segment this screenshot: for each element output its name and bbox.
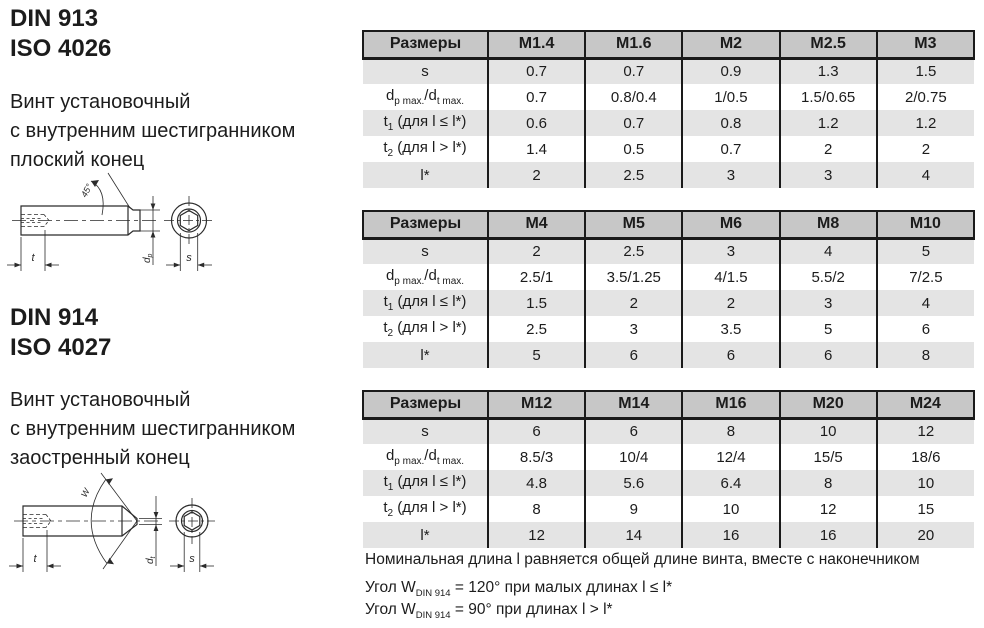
value-cell: 5 xyxy=(877,238,974,264)
table-row xyxy=(363,522,974,548)
size-column-header: M1.4 xyxy=(488,31,585,58)
value-cell: 1.4 xyxy=(488,136,585,162)
value-cell: 2 xyxy=(585,290,682,316)
size-column-header: M1.6 xyxy=(585,31,682,58)
size-column-header: M14 xyxy=(585,391,682,418)
value-cell: 5.5/2 xyxy=(780,264,877,290)
value-cell: 8.5/3 xyxy=(488,444,585,470)
description-din914 xyxy=(10,386,295,473)
value-cell: 2 xyxy=(488,162,585,188)
table-row xyxy=(363,84,974,110)
row-label: $t_1$ (для l ≤ l*) xyxy=(383,473,467,493)
size-column-header: M5 xyxy=(585,211,682,238)
value-cell: 2.5 xyxy=(585,238,682,264)
table-row xyxy=(363,136,974,162)
row-label: l* xyxy=(420,166,430,184)
size-column-header: M4 xyxy=(488,211,585,238)
value-cell: 4.8 xyxy=(488,470,585,496)
nominal-length-note: Номинальная длина l равняется общей длине винта, вместе с наконечником xyxy=(365,551,920,568)
value-cell: 10/4 xyxy=(585,444,682,470)
description-line: заостренный конец xyxy=(10,447,190,469)
table-row xyxy=(363,444,974,470)
value-cell: 18/6 xyxy=(877,444,974,470)
value-cell: 12 xyxy=(780,496,877,522)
row-label-header: Размеры xyxy=(363,211,488,238)
size-column-header: M16 xyxy=(682,391,779,418)
value-cell: 6 xyxy=(585,342,682,368)
value-cell: 3 xyxy=(780,290,877,316)
row-label: $t_1$ (для l ≤ l*) xyxy=(383,113,467,133)
value-cell: 20 xyxy=(877,522,974,548)
size-column-header: M24 xyxy=(877,391,974,418)
table-row xyxy=(363,316,974,342)
row-label-header: Размеры xyxy=(363,391,488,418)
dimensions-table-m4-m10 xyxy=(362,210,975,368)
row-label: $d_{p max.}/d_{t max.}$ xyxy=(385,267,465,287)
value-cell: 15/5 xyxy=(780,444,877,470)
row-label: s xyxy=(421,243,429,261)
value-cell: 6 xyxy=(585,418,682,444)
row-label: l* xyxy=(420,526,430,544)
value-cell: 0.7 xyxy=(488,84,585,110)
value-cell: 0.7 xyxy=(488,58,585,84)
value-cell: 2 xyxy=(780,136,877,162)
value-cell: 4 xyxy=(877,162,974,188)
value-cell: 2 xyxy=(682,290,779,316)
value-cell: 14 xyxy=(585,522,682,548)
value-cell: 0.8/0.4 xyxy=(585,84,682,110)
row-label: l* xyxy=(420,346,430,364)
value-cell: 4 xyxy=(877,290,974,316)
hex-key-size-label: s xyxy=(186,252,192,264)
value-cell: 3 xyxy=(585,316,682,342)
size-column-header: M2.5 xyxy=(780,31,877,58)
value-cell: 12 xyxy=(488,522,585,548)
value-cell: 5.6 xyxy=(585,470,682,496)
table-row xyxy=(363,162,974,188)
table-header-row xyxy=(363,31,974,58)
value-cell: 3 xyxy=(780,162,877,188)
socket-depth-label: t xyxy=(31,252,35,264)
value-cell: 5 xyxy=(488,342,585,368)
table-header-row xyxy=(363,211,974,238)
value-cell: 1.2 xyxy=(877,110,974,136)
value-cell: 7/2.5 xyxy=(877,264,974,290)
cone-angle-label: W xyxy=(78,486,92,499)
size-column-header: M3 xyxy=(877,31,974,58)
value-cell: 6.4 xyxy=(682,470,779,496)
table-header-row xyxy=(363,391,974,418)
description-line: с внутренним шестигранником xyxy=(10,418,296,440)
value-cell: 0.7 xyxy=(585,110,682,136)
table-row xyxy=(363,470,974,496)
row-label-header: Размеры xyxy=(363,31,488,58)
value-cell: 3.5 xyxy=(682,316,779,342)
value-cell: 9 xyxy=(585,496,682,522)
value-cell: 10 xyxy=(682,496,779,522)
value-cell: 3 xyxy=(682,162,779,188)
socket-depth-label: t xyxy=(33,553,37,565)
size-column-header: M12 xyxy=(488,391,585,418)
flat-point-set-screw-drawing xyxy=(4,168,244,283)
iso-4027-title: ISO 4027 xyxy=(10,334,112,361)
value-cell: 12/4 xyxy=(682,444,779,470)
value-cell: 8 xyxy=(488,496,585,522)
tip-diameter-label: $d_p$ xyxy=(142,253,154,263)
value-cell: 0.7 xyxy=(682,136,779,162)
value-cell: 8 xyxy=(877,342,974,368)
value-cell: 1/0.5 xyxy=(682,84,779,110)
value-cell: 0.8 xyxy=(682,110,779,136)
din-914-title: DIN 914 xyxy=(10,304,99,331)
value-cell: 0.9 xyxy=(682,58,779,84)
tip-diameter-label: $d_t$ xyxy=(145,556,157,564)
table-row xyxy=(363,342,974,368)
value-cell: 3 xyxy=(682,238,779,264)
table-row xyxy=(363,418,974,444)
value-cell: 6 xyxy=(682,342,779,368)
size-column-header: M6 xyxy=(682,211,779,238)
value-cell: 8 xyxy=(682,418,779,444)
din-913-title: DIN 913 xyxy=(10,5,99,32)
iso-4026-title: ISO 4026 xyxy=(10,35,112,62)
chamfer-angle-label: 45° xyxy=(78,182,95,199)
table-row xyxy=(363,264,974,290)
table-row xyxy=(363,110,974,136)
value-cell: 1.5/0.65 xyxy=(780,84,877,110)
row-label: $d_{p max.}/d_{t max.}$ xyxy=(385,87,465,107)
row-label: s xyxy=(421,63,429,81)
row-label: s xyxy=(421,423,429,441)
value-cell: 5 xyxy=(780,316,877,342)
value-cell: 2.5/1 xyxy=(488,264,585,290)
value-cell: 16 xyxy=(682,522,779,548)
value-cell: 2 xyxy=(877,136,974,162)
row-label: $t_1$ (для l ≤ l*) xyxy=(383,293,467,313)
value-cell: 4/1.5 xyxy=(682,264,779,290)
value-cell: 6 xyxy=(488,418,585,444)
description-line: Винт установочный xyxy=(10,91,191,113)
value-cell: 2.5 xyxy=(488,316,585,342)
size-column-header: M10 xyxy=(877,211,974,238)
value-cell: 8 xyxy=(780,470,877,496)
description-line: с внутренним шестигранником xyxy=(10,120,296,142)
value-cell: 0.7 xyxy=(585,58,682,84)
angle-note-120: Угол $W_{DIN 914} = 120^\circ$ при малых длинах l ≤ l* xyxy=(365,579,673,600)
value-cell: 6 xyxy=(780,342,877,368)
standard-heading-din913 xyxy=(10,4,111,64)
value-cell: 10 xyxy=(877,470,974,496)
hex-key-size-label: s xyxy=(189,553,195,565)
cone-point-set-screw-drawing xyxy=(4,464,244,589)
value-cell: 3.5/1.25 xyxy=(585,264,682,290)
value-cell: 12 xyxy=(877,418,974,444)
size-column-header: M2 xyxy=(682,31,779,58)
value-cell: 1.5 xyxy=(877,58,974,84)
description-line: плоский конец xyxy=(10,149,145,171)
row-label: $t_2$ (для l > l*) xyxy=(383,319,467,339)
value-cell: 1.3 xyxy=(780,58,877,84)
dimensions-table-m12-m24 xyxy=(362,390,975,548)
value-cell: 10 xyxy=(780,418,877,444)
value-cell: 2 xyxy=(488,238,585,264)
value-cell: 1.2 xyxy=(780,110,877,136)
size-column-header: M8 xyxy=(780,211,877,238)
dimensions-table-m1_4-m3 xyxy=(362,30,975,188)
value-cell: 1.5 xyxy=(488,290,585,316)
value-cell: 0.5 xyxy=(585,136,682,162)
value-cell: 0.6 xyxy=(488,110,585,136)
size-column-header: M20 xyxy=(780,391,877,418)
table-row xyxy=(363,290,974,316)
description-din913 xyxy=(10,88,295,175)
value-cell: 4 xyxy=(780,238,877,264)
row-label: $d_{p max.}/d_{t max.}$ xyxy=(385,447,465,467)
row-label: $t_2$ (для l > l*) xyxy=(383,139,467,159)
value-cell: 6 xyxy=(877,316,974,342)
table-row xyxy=(363,58,974,84)
description-line: Винт установочный xyxy=(10,389,191,411)
table-row xyxy=(363,496,974,522)
value-cell: 15 xyxy=(877,496,974,522)
value-cell: 16 xyxy=(780,522,877,548)
value-cell: 2/0.75 xyxy=(877,84,974,110)
row-label: $t_2$ (для l > l*) xyxy=(383,499,467,519)
standard-heading-din914 xyxy=(10,303,111,363)
angle-note-90: Угол $W_{DIN 914} = 90^\circ$ при длинах l > l* xyxy=(365,601,613,622)
value-cell: 2.5 xyxy=(585,162,682,188)
table-row xyxy=(363,238,974,264)
